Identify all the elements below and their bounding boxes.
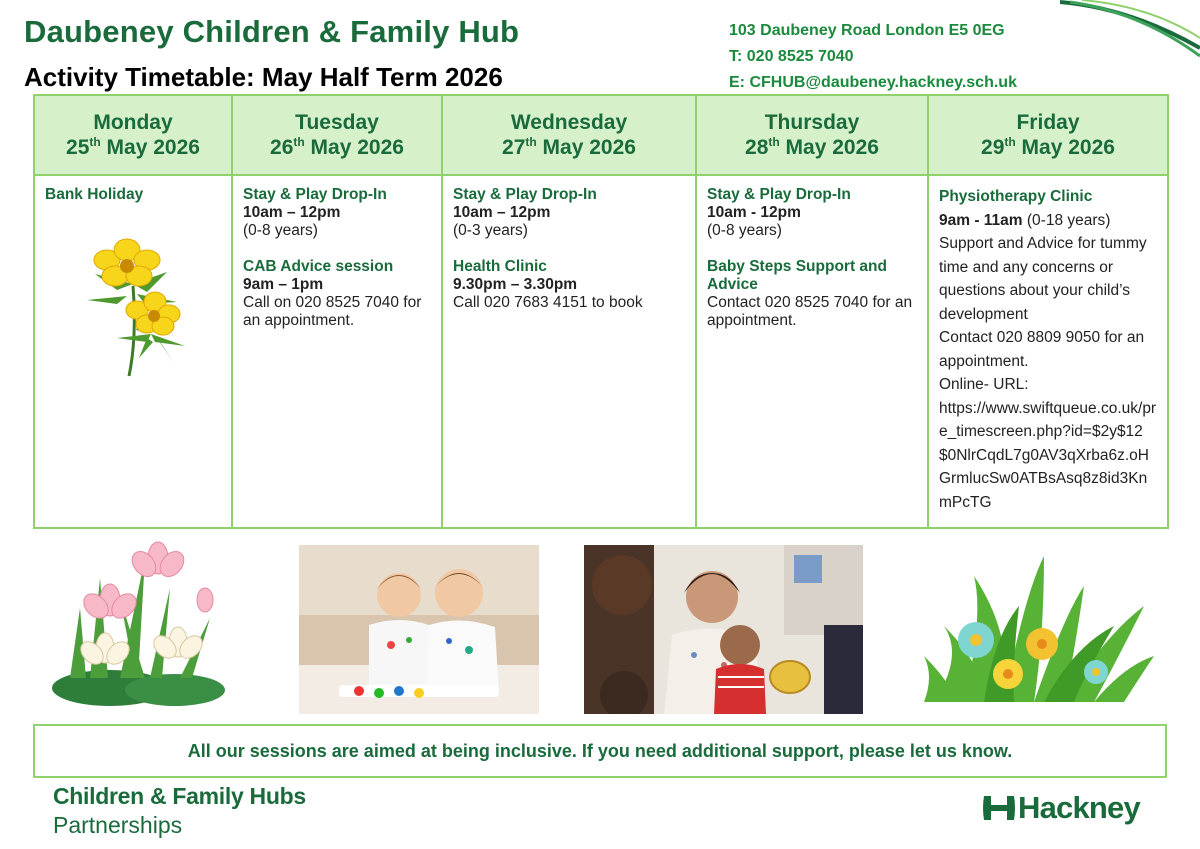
activities-row	[34, 175, 1168, 528]
session-title: Baby Steps Support and Advice	[707, 258, 887, 293]
day-date: 25th May 2026	[66, 135, 200, 159]
page-title: Daubeney Children & Family Hub	[24, 14, 520, 49]
session-title: Stay & Play Drop-In	[707, 186, 851, 203]
day-name: Thursday	[764, 111, 860, 134]
url-label: Online- URL:	[939, 376, 1029, 393]
day-header-row	[34, 95, 1168, 175]
grass-flowers-illustration	[924, 556, 1156, 702]
friday-cell	[928, 175, 1168, 528]
thursday-cell	[696, 175, 928, 528]
hackney-wordmark: Hackney	[1018, 790, 1140, 825]
session-age: (0-8 years)	[243, 222, 318, 239]
hackney-logo	[982, 790, 1140, 826]
day-name: Wednesday	[510, 111, 628, 134]
day-date: 28th May 2026	[745, 135, 879, 159]
partnership-logo	[53, 783, 306, 839]
tuesday-cell	[232, 175, 442, 528]
email-link[interactable]: E: CFHUB@daubeney.hackney.sch.uk	[729, 74, 1017, 91]
family-group-photo	[584, 545, 863, 714]
monday-cell	[34, 175, 232, 528]
page-subtitle: Activity Timetable: May Half Term 2026	[24, 62, 503, 92]
day-header-thursday	[696, 95, 928, 175]
day-header-wednesday	[442, 95, 696, 175]
session-title: Physiotherapy Clinic	[939, 188, 1093, 205]
session-age: (0-3 years)	[453, 222, 528, 239]
lotus-flowers-illustration	[50, 538, 230, 708]
day-header-monday	[34, 95, 232, 175]
day-header-friday	[928, 95, 1168, 175]
day-header-tuesday	[232, 95, 442, 175]
timetable	[33, 94, 1169, 529]
session-title: Stay & Play Drop-In	[243, 186, 387, 203]
session-time: 9am - 11am	[939, 211, 1023, 229]
hackney-h-icon	[982, 792, 1016, 824]
session-desc: Support and Advice for tummy time and any concerns or questions about your child’s development	[939, 235, 1147, 323]
session-note: Call on 020 8525 7040 for an appointment.	[243, 294, 422, 329]
session-contact: Contact 020 8809 9050 for an appointment.	[939, 329, 1145, 370]
day-name: Tuesday	[295, 111, 379, 134]
contact-block	[729, 18, 1017, 96]
session-time: 9.30pm – 3.30pm	[453, 276, 578, 293]
session-time: 9am – 1pm	[243, 276, 324, 293]
phone: T: 020 8525 7040	[729, 48, 854, 65]
partnership-line1: Children & Family Hubs	[53, 783, 306, 809]
inclusion-banner: All our sessions are aimed at being inclusive. If you need additional support, please let us know.	[33, 724, 1167, 778]
session-note: Contact 020 8525 7040 for an appointment.	[707, 294, 913, 329]
day-name: Friday	[1016, 111, 1080, 134]
yellow-flower-icon	[77, 238, 187, 378]
children-painting-photo	[299, 545, 539, 714]
partnership-line2: Partnerships	[53, 812, 183, 838]
day-date: 27th May 2026	[502, 135, 636, 159]
session-age: (0-18 years)	[1022, 211, 1111, 229]
session-time-row	[939, 209, 1157, 233]
wednesday-cell	[442, 175, 696, 528]
session-time: 10am - 12pm	[707, 204, 801, 221]
booking-link[interactable]: https://www.swiftqueue.co.uk/pre_timescreen.php?id=$2y$12$0NlrCqdL7g0AV3qXrba6z.oHGrmlucSw0ATBsAsq8z8id3KnmPcTG	[939, 399, 1157, 511]
swoosh-decoration	[1060, 0, 1200, 60]
day-name: Monday	[93, 111, 173, 134]
session-title: Stay & Play Drop-In	[453, 186, 597, 203]
session-time: 10am – 12pm	[453, 204, 551, 221]
session-note: Call 020 7683 4151 to book	[453, 294, 643, 311]
address: 103 Daubeney Road London E5 0EG	[729, 22, 1005, 39]
session-title: CAB Advice session	[243, 258, 394, 275]
session-age: (0-8 years)	[707, 222, 782, 239]
bank-holiday-label: Bank Holiday	[45, 186, 144, 203]
day-date: 26th May 2026	[270, 135, 404, 159]
day-date: 29th May 2026	[981, 135, 1115, 159]
session-title: Health Clinic	[453, 258, 547, 275]
session-time: 10am – 12pm	[243, 204, 341, 221]
